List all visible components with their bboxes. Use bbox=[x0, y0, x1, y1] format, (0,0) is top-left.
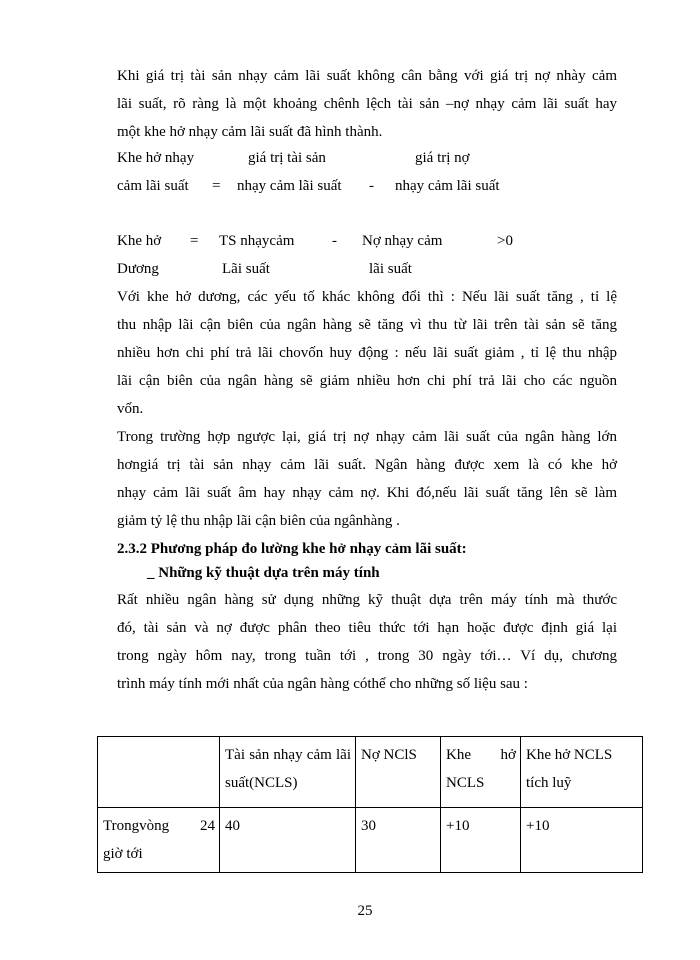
paragraph1-line-2: lãi suất, rõ ràng là một khoảng chênh lệch tài sản –nợ nhạy cảm lãi suất hay bbox=[117, 96, 617, 112]
formula2-liability-sensitive: Nợ nhạy cảm bbox=[362, 233, 443, 249]
formula2-left-bottom: Dương bbox=[117, 261, 159, 277]
ncls-table bbox=[97, 736, 643, 873]
formula2-left-top: Khe hở bbox=[117, 233, 162, 249]
page-number: 25 bbox=[357, 903, 373, 919]
formula2-minus: - bbox=[332, 233, 337, 249]
paragraph2-line-4: lãi cận biên của ngân hàng sẽ giảm nhiều hơn chi phí trả lãi cho các nguồn bbox=[117, 373, 617, 389]
table-header-liabilities: Nợ NClS bbox=[356, 737, 441, 808]
formula2-ts-sensitive: TS nhạycảm bbox=[219, 233, 295, 249]
paragraph2-line-1: Với khe hở dương, các yếu tố khác không đổi thì : Nếu lãi suất tăng , tỉ lệ bbox=[117, 289, 617, 305]
table-header-gap: Khe hở NCLS bbox=[441, 737, 521, 808]
formula2-equals: = bbox=[190, 233, 199, 249]
formula1-mid-top: giá trị tài sản bbox=[248, 150, 326, 166]
formula1-equals: = bbox=[212, 178, 221, 194]
paragraph3-line-4: giảm tỷ lệ thu nhập lãi cận biên của ngânhàng . bbox=[117, 513, 400, 529]
row-label-part-a: Trongvòng bbox=[103, 818, 170, 834]
formula1-right-bottom: nhạy cảm lãi suất bbox=[395, 178, 500, 194]
paragraph3-line-2: hơngiá trị tài sản nhạy cảm lãi suất. Ngân hàng được xem là có khe hở bbox=[117, 457, 617, 473]
table-cell-liabilities: 30 bbox=[356, 808, 441, 873]
table-row bbox=[98, 808, 643, 873]
paragraph3-line-3: nhạy cảm lãi suất âm hay nhạy cảm nợ. Khi đó,nếu lãi suất tăng lên sẽ làm bbox=[117, 485, 617, 501]
paragraph4-line-1: Rất nhiều ngân hàng sử dụng những kỹ thuật dựa trên máy tính mà thước bbox=[117, 592, 617, 608]
table-header-row bbox=[98, 737, 643, 808]
paragraph3-line-1: Trong trường hợp ngược lại, giá trị nợ nhạy cảm lãi suất của ngân hàng lớn bbox=[117, 429, 617, 445]
paragraph1-line-3: một khe hở nhạy cảm lãi suất đã hình thành. bbox=[117, 124, 383, 140]
row-label-part-c: giờ tới bbox=[103, 846, 143, 862]
paragraph2-line-2: thu nhập lãi cận biên của ngân hàng sẽ tăng vì thu từ lãi trên tài sản sẽ tăng bbox=[117, 317, 617, 333]
row-label-part-b: 24 bbox=[200, 818, 215, 834]
table-cell-gap: +10 bbox=[441, 808, 521, 873]
paragraph1-line-1: Khi giá trị tài sản nhạy cảm lãi suất không cân bằng với giá trị nợ nhày cảm bbox=[117, 68, 617, 84]
formula2-rate-2: lãi suất bbox=[369, 261, 412, 277]
formula2-rate-1: Lãi suất bbox=[222, 261, 270, 277]
table-row-label bbox=[98, 808, 220, 873]
paragraph2-line-5: vốn. bbox=[117, 401, 144, 417]
sub-heading: _ Những kỹ thuật dựa trên máy tính bbox=[147, 565, 380, 581]
formula1-left-bottom: cảm lãi suất bbox=[117, 178, 189, 194]
paragraph4-line-4: trình máy tính mới nhất của ngân hàng cóthể cho những số liệu sau : bbox=[117, 676, 528, 692]
formula2-greater-zero: >0 bbox=[497, 233, 513, 249]
formula1-left-top: Khe hở nhạy bbox=[117, 150, 195, 166]
table-cell-assets: 40 bbox=[220, 808, 356, 873]
section-heading: 2.3.2 Phương pháp đo lường khe hở nhạy cảm lãi suất: bbox=[117, 541, 467, 557]
formula1-minus: - bbox=[369, 178, 374, 194]
formula1-right-top: giá trị nợ bbox=[415, 150, 470, 166]
formula1-mid-bottom: nhạy cảm lãi suất bbox=[237, 178, 342, 194]
table-header-cumulative-gap: Khe hở NCLS tích luỹ bbox=[521, 737, 643, 808]
paragraph4-line-2: đó, tài sản và nợ được phân theo tiêu thức tới hạn hoặc được định giá lại bbox=[117, 620, 617, 636]
table-header-assets: Tài sản nhạy cảm lãi suất(NCLS) bbox=[220, 737, 356, 808]
table-cell-cumulative: +10 bbox=[521, 808, 643, 873]
paragraph2-line-3: nhiều hơn chi phí trả lãi chovốn huy động : nếu lãi suất giảm , tỉ lệ thu nhập bbox=[117, 345, 617, 361]
table-header-empty bbox=[98, 737, 220, 808]
paragraph4-line-3: trong ngày hôm nay, trong tuần tới , trong 30 ngày tới… Ví dụ, chương bbox=[117, 648, 617, 664]
